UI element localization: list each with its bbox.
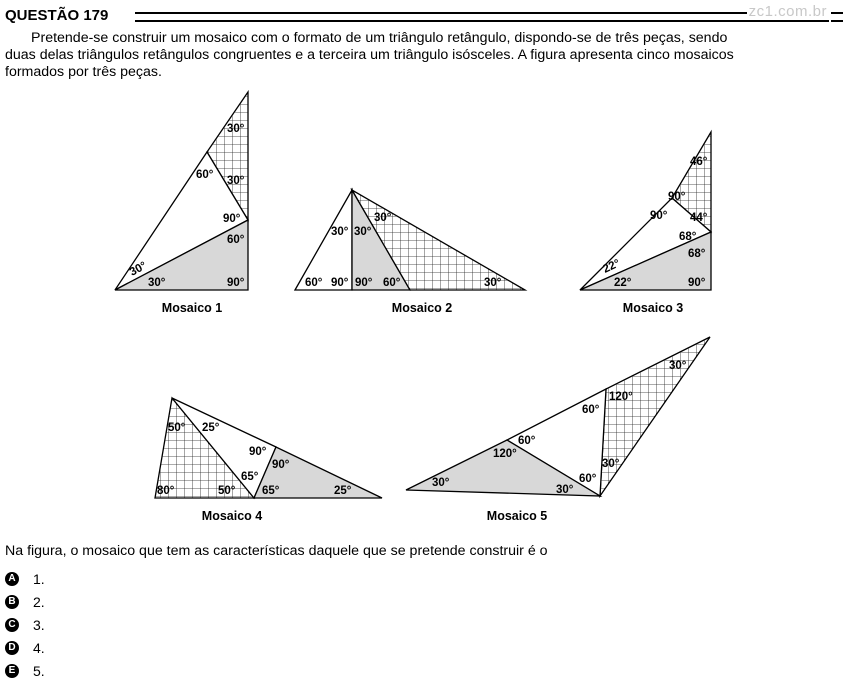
mosaic-5 (406, 337, 710, 523)
question-number: QUESTÃO 179 (5, 7, 109, 24)
angle-label: 30° (227, 175, 245, 187)
angle-label: 120° (609, 391, 633, 403)
stem-line-2: duas delas triângulos retângulos congruentes e a terceira um triângulo isósceles. A figura apresenta cinco mosaicos (5, 47, 734, 63)
angle-label: 60° (579, 473, 597, 485)
angle-label: 30° (331, 226, 349, 238)
angle-label: 30° (556, 484, 574, 496)
angle-label: 65° (241, 471, 259, 483)
mosaic-caption: Mosaico 2 (391, 301, 453, 315)
mosaic-2-white-piece (295, 190, 352, 290)
mosaic-1 (115, 92, 248, 315)
angle-label: 68° (688, 248, 706, 260)
mosaic-4 (155, 398, 382, 523)
angle-label: 50° (218, 485, 236, 497)
option-b[interactable] (5, 590, 45, 613)
angle-label: 90° (668, 191, 686, 203)
mosaic-caption: Mosaico 1 (161, 301, 223, 315)
mosaic-caption: Mosaico 4 (201, 509, 263, 523)
angle-label: 50° (168, 422, 186, 434)
angle-label: 25° (334, 485, 352, 497)
angle-label: 46° (690, 156, 708, 168)
angle-label: 90° (650, 210, 668, 222)
mosaic-5-grid-piece (600, 337, 710, 496)
angle-label: 60° (196, 169, 214, 181)
question-prompt: Na figura, o mosaico que tem as características daquele que se pretende construir é o (5, 543, 548, 559)
angle-label: 90° (688, 277, 706, 289)
option-text: 5. (33, 662, 45, 679)
angle-label: 60° (227, 234, 245, 246)
angle-label: 60° (582, 404, 600, 416)
angle-label: 22° (614, 277, 632, 289)
mosaic-caption: Mosaico 5 (486, 509, 548, 523)
angle-label: 68° (679, 231, 697, 243)
angle-label: 60° (518, 435, 536, 447)
option-text: 4. (33, 639, 45, 656)
stem-line-3: formados por três peças. (5, 64, 162, 80)
angle-label: 90° (272, 459, 290, 471)
angle-label: 30° (148, 277, 166, 289)
angle-label: 30° (602, 458, 620, 470)
stem-line-1: Pretende-se construir um mosaico com o formato de um triângulo retângulo, dispondo-se de três peças, sendo (31, 30, 728, 46)
angle-label: 60° (383, 277, 401, 289)
angle-label: 120° (493, 448, 517, 460)
option-a[interactable] (5, 567, 45, 590)
angle-label: 30° (354, 226, 372, 238)
angle-label: 30° (374, 212, 392, 224)
angle-label: 30° (484, 277, 502, 289)
option-letter-badge: A (5, 572, 19, 586)
mosaic-2 (295, 190, 525, 315)
mosaic-3 (580, 132, 711, 315)
angle-label: 65° (262, 485, 280, 497)
angle-label: 80° (157, 485, 175, 497)
option-d[interactable] (5, 636, 45, 659)
angle-label: 90° (355, 277, 373, 289)
option-text: 1. (33, 570, 45, 587)
option-text: 3. (33, 616, 45, 633)
angle-label: 22° (601, 257, 623, 276)
option-text: 2. (33, 593, 45, 610)
mosaic-caption: Mosaico 3 (622, 301, 684, 315)
angle-label: 30° (669, 360, 687, 372)
option-letter-badge: C (5, 618, 19, 632)
option-letter-badge: E (5, 664, 19, 678)
angle-label: 44° (690, 212, 708, 224)
angle-label: 90° (223, 213, 241, 225)
angle-label: 25° (202, 422, 220, 434)
angle-label: 30° (227, 123, 245, 135)
angle-label: 60° (305, 277, 323, 289)
angle-label: 90° (249, 446, 267, 458)
angle-label: 90° (331, 277, 349, 289)
watermark: zc1.com.br (748, 3, 827, 20)
option-letter-badge: B (5, 595, 19, 609)
option-letter-badge: D (5, 641, 19, 655)
angle-label: 30° (432, 477, 450, 489)
answer-options (5, 567, 45, 682)
angle-label: 90° (227, 277, 245, 289)
angle-label: 30° (127, 259, 149, 279)
option-c[interactable] (5, 613, 45, 636)
